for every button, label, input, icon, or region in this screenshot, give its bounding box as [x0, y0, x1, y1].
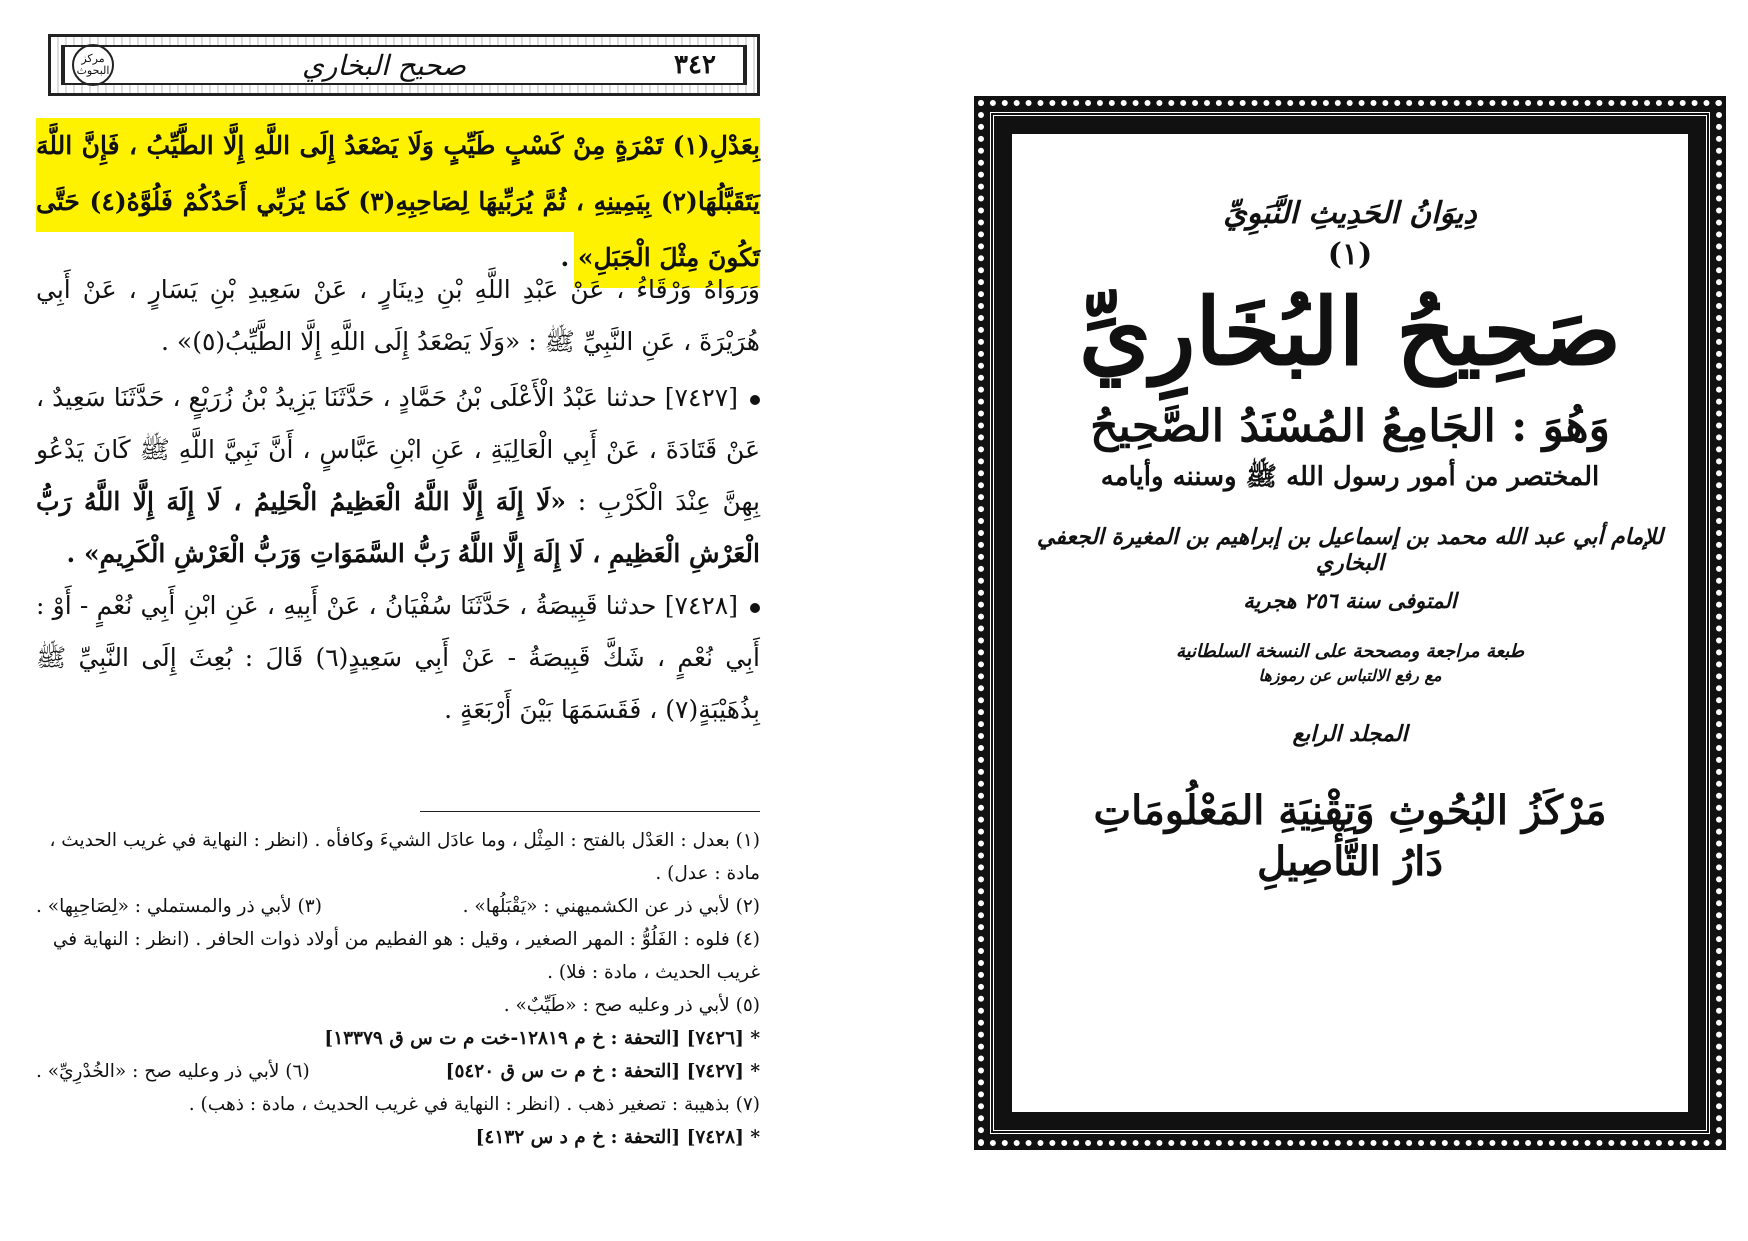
tuhfa-ref-7427: * [٧٤٢٧] [التحفة : خ م ت س ق ٥٤٢٠]: [445, 1061, 760, 1082]
edition-note: طبعة مراجعة ومصححة على النسخة السلطانية: [1175, 641, 1525, 663]
left-book-page: [0, 0, 790, 1241]
header-frame: [61, 45, 747, 85]
book-subtitle: وَهُوَ : الجَامِعُ المُسْنَدُ الصَّحِيحُ: [1090, 401, 1610, 453]
series-title: دِيوَانُ الحَدِيثِ النَّبَوِيِّ: [1223, 196, 1477, 231]
bullet-icon: [750, 395, 760, 405]
tuhfa-ref-7428: * [٧٤٢٨] [التحفة : خ م د س ٤١٣٢]: [475, 1127, 760, 1148]
footnotes: [36, 824, 760, 1154]
author-line: للإمام أبي عبد الله محمد بن إسماعيل بن إبراهيم بن المغيرة الجعفي البخاري: [1036, 524, 1664, 577]
footnote-1: (١) بعدل : العَدْل بالفتح : المِثْل ، وما عادَل الشيءَ وكافأه . (انظر : النهاية في غريب الحديث ، مادة : عدل) .: [49, 830, 760, 884]
footnote-2: (٢) لأبي ذر عن الكشميهني : «يَقْبَلُها» .: [462, 896, 760, 917]
running-title: صحيح البخاري: [301, 48, 467, 82]
hadith-text: [36, 580, 760, 736]
footnote-5: (٥) لأبي ذر وعليه صح : «طَيِّبٌ» .: [503, 995, 760, 1016]
hadith-isnad: [٧٤٢٧] حدثنا عَبْدُ الْأَعْلَى بْنُ حَمَّادٍ ، حَدَّثَنَا يَزِيدُ بْنُ زُرَيْعٍ ، حَدَّثَنَا سَعِيدٌ ، عَنْ قَتَادَةَ ، عَنْ أَبِي الْعَالِيَةِ ، عَنِ ابْنِ عَبَّاسٍ ، أَنَّ نَبِيَّ اللَّهِ ﷺ كَانَ يَدْعُو بِهِنَّ عِنْدَ الْكَرْبِ :: [36, 383, 761, 516]
hadith-text: [36, 372, 760, 580]
title-page: [940, 0, 1748, 1241]
footnote-4: (٤) فلوه : الفَلُوُّ : المهر الصغير ، وقيل : هو الفطيم من أولاد ذوات الحافر . (انظر : النهاية في غريب الحديث ، مادة : فلا) .: [52, 929, 760, 983]
hadith-7428: [36, 580, 760, 736]
tuhfa-ref-7426: * [٧٤٢٦] [التحفة : خ م ١٢٨١٩-خت م ت س ق ١٣٣٧٩]: [324, 1028, 760, 1049]
series-number: (١): [1327, 237, 1373, 272]
volume-label: المجلد الرابع: [1292, 721, 1408, 748]
footnote-7: (٧) بذهيبة : تصغير ذهب . (انظر : النهاية في غريب الحديث ، مادة : ذهب) .: [188, 1094, 760, 1115]
page-number: ٣٤٢: [647, 47, 745, 83]
highlighted-passage: بِعَدْلِ(١) تَمْرَةٍ مِنْ كَسْبٍ طَيِّبٍ وَلَا يَصْعَدُ إِلَى اللَّهِ إِلَّا الطَّيِّبُ ، فَإِنَّ اللَّهَ يَتَقَبَّلُهَا(٢) بِيَمِينِهِ ، ثُمَّ يُرَبِّيهَا لِصَاحِبِهِ(٣) كَمَا يُرَبِّي أَحَدُكُمْ فَلُوَّهُ(٤) حَتَّى تَكُونَ مِثْلَ الْجَبَلِ» .: [36, 131, 760, 272]
footnote-6: (٦) لأبي ذر وعليه صح : «الخُدْرِيِّ» .: [36, 1061, 310, 1082]
bullet-icon: [750, 603, 760, 613]
book-title: صَحِيحُ البُخَارِيِّ: [1079, 278, 1621, 386]
hadith-matn: «لَا إِلَهَ إِلَّا اللَّهُ الْعَظِيمُ الْحَلِيمُ ، لَا إِلَهَ إِلَّا اللَّهُ رَبُّ الْعَرْشِ الْعَظِيمِ ، لَا إِلَهَ إِلَّا اللَّهُ رَبُّ السَّمَوَاتِ وَرَبُّ الْعَرْشِ الْكَرِيمِ» .: [36, 487, 760, 568]
title-panel: [1008, 130, 1692, 1116]
footnote-3: (٣) لأبي ذر والمستملي : «لِصَاحِبِها» .: [36, 896, 322, 917]
edition-note-2: مع رفع الالتباس عن رموزها: [1258, 666, 1442, 686]
book-description: المختصر من أمور رسول الله ﷺ وسننه وأيامه: [1100, 462, 1600, 493]
publisher-imprint: دَارُ التَّأْصِيلِ: [1256, 838, 1444, 886]
publisher-name: مَرْكَزُ البُحُوثِ وَتِقْنِيَةِ المَعْلُومَاتِ: [1093, 787, 1607, 835]
footnote-row: [36, 890, 760, 923]
hadith-body: [٧٤٢٨] حدثنا قَبِيصَةُ ، حَدَّثَنَا سُفْيَانُ ، عَنْ أَبِيهِ ، عَنِ ابْنِ أَبِي نُعْمٍ - أَوْ : أَبِي نُعْمٍ ، شَكَّ قَبِيصَةُ - عَنْ أَبِي سَعِيدٍ(٦) قَالَ : بُعِثَ إِلَى النَّبِيِّ ﷺ بِذُهَيْبَةٍ(٧) ، فَقَسَمَهَا بَيْنَ أَرْبَعَةٍ .: [36, 591, 760, 724]
paragraph-text: وَرَوَاهُ وَرْقَاءُ ، عَنْ عَبْدِ اللَّهِ بْنِ دِينَارٍ ، عَنْ سَعِيدِ بْنِ يَسَارٍ ، عَنْ أَبِي هُرَيْرَةَ ، عَنِ النَّبِيِّ ﷺ : «وَلَا يَصْعَدُ إِلَى اللَّهِ إِلَّا الطَّيِّبُ(٥)» .: [36, 275, 760, 356]
paragraph-riwaya: [36, 264, 760, 368]
hadith-7427: [36, 372, 760, 580]
header-seal: [63, 47, 121, 83]
seal-icon: مركز البحوث: [72, 44, 114, 86]
ornamental-border: [974, 96, 1726, 1150]
page-header: [48, 34, 760, 96]
footnote-row: [36, 1055, 760, 1088]
death-date: المتوفى سنة ٢٥٦ هجرية: [1243, 588, 1457, 614]
footnote-divider: [420, 811, 760, 812]
